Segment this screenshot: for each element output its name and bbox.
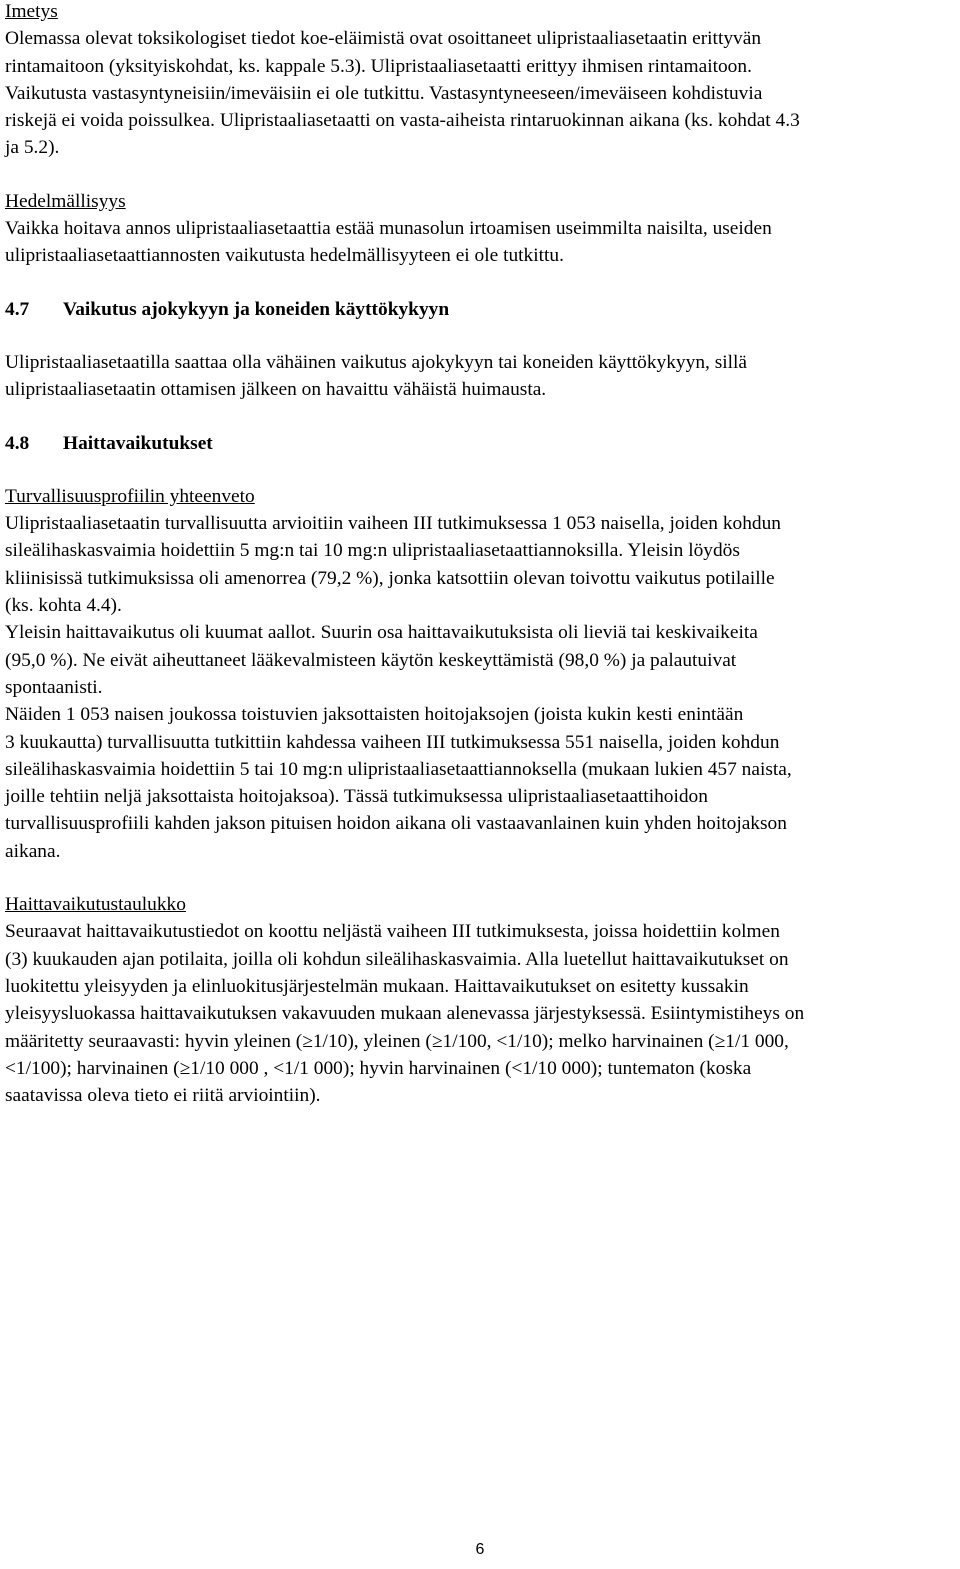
turvallisuusprofiili-line-4: (ks. kohta 4.4). bbox=[5, 595, 122, 617]
turvallisuusprofiili-line-6: (95,0 %). Ne eivät aiheuttaneet lääkevalmisteen käytön keskeyttämistä (98,0 %) ja palautuivat bbox=[5, 649, 737, 671]
hedelmallisyys-heading: Hedelmällisyys bbox=[5, 190, 126, 212]
imetys-section bbox=[5, 0, 955, 162]
turvallisuusprofiili-line-10: sileälihaskasvaimia hoidettiin 5 tai 10 mg:n ulipristaaliasetaattiannoksella (mukaan lukien 457 naista, bbox=[5, 758, 792, 780]
section-4-7-body bbox=[5, 349, 955, 404]
taulukko-section bbox=[5, 891, 955, 1109]
page-number: 6 bbox=[475, 1541, 485, 1558]
taulukko-line-1: Seuraavat haittavaikutustiedot on koottu neljästä vaiheen III tutkimuksesta, joissa hoidettiin kolmen bbox=[5, 921, 780, 943]
imetys-line-5: ja 5.2). bbox=[5, 137, 60, 159]
turvallisuusprofiili-line-1: Ulipristaaliasetaatin turvallisuutta arvioitiin vaiheen III tutkimuksessa 1 053 naisella, joiden kohdun bbox=[5, 513, 781, 535]
section-4-7-line-2: ulipristaaliasetaatin ottamisen jälkeen on havaittu vähäistä huimausta. bbox=[5, 379, 547, 401]
taulukko-line-3: luokitettu yleisyyden ja elinluokitusjärjestelmän mukaan. Haittavaikutukset on esitetty kussakin bbox=[5, 975, 749, 997]
turvallisuusprofiili-section bbox=[5, 483, 955, 865]
section-4-7-title: Vaikutus ajokykyyn ja koneiden käyttökykyyn bbox=[63, 298, 450, 320]
taulukko-line-6: <1/100); harvinainen (≥1/10 000 , <1/1 000); hyvin harvinainen (<1/10 000); tuntematon (koska bbox=[5, 1057, 752, 1079]
turvallisuusprofiili-line-9: 3 kuukautta) turvallisuutta tutkittiin kahdessa vaiheen III tutkimuksessa 551 naisella, joiden kohdun bbox=[5, 731, 780, 753]
hedelmallisyys-line-1: Vaikka hoitava annos ulipristaaliasetaattia estää munasolun irtoamisen useimmilta naisilta, useiden bbox=[5, 218, 772, 240]
document-page bbox=[5, 0, 955, 1109]
taulukko-line-4: yleisyysluokassa haittavaikutuksen vakavuuden mukaan alenevassa järjestyksessä. Esiintymistiheys on bbox=[5, 1003, 805, 1025]
turvallisuusprofiili-line-5: Yleisin haittavaikutus oli kuumat aallot. Suurin osa haittavaikutuksista oli lieviä tai keskivaikeita bbox=[5, 622, 758, 644]
turvallisuusprofiili-line-13: aikana. bbox=[5, 840, 61, 862]
taulukko-line-7: saatavissa oleva tieto ei riitä arviointiin). bbox=[5, 1085, 321, 1107]
hedelmallisyys-section bbox=[5, 188, 955, 270]
turvallisuusprofiili-line-12: turvallisuusprofiili kahden jakson pituisen hoidon aikana oli vastaavanlainen kuin yhden hoitojakson bbox=[5, 813, 787, 835]
imetys-line-2: rintamaitoon (yksityiskohdat, ks. kappale 5.3). Ulipristaaliasetaatti erittyy ihmisen rintamaitoon. bbox=[5, 55, 752, 77]
turvallisuusprofiili-line-2: sileälihaskasvaimia hoidettiin 5 mg:n tai 10 mg:n ulipristaaliasetaattiannoksilla. Yleisin löydös bbox=[5, 540, 740, 562]
turvallisuusprofiili-line-3: kliinisissä tutkimuksissa oli amenorrea (79,2 %), jonka katsottiin olevan toivottu vaikutus potilaille bbox=[5, 567, 775, 589]
taulukko-line-5: määritetty seuraavasti: hyvin yleinen (≥1/10), yleinen (≥1/100, <1/10); melko harvinainen (≥1/1 000, bbox=[5, 1030, 789, 1052]
hedelmallisyys-line-2: ulipristaaliasetaattiannosten vaikutusta hedelmällisyyteen ei ole tutkittu. bbox=[5, 245, 564, 267]
imetys-line-4: riskejä ei voida poissulkea. Ulipristaaliasetaatti on vasta-aiheista rintaruokinnan aikana (ks. kohdat 4.3 bbox=[5, 110, 800, 132]
imetys-line-3: Vaikutusta vastasyntyneisiin/imeväisiin ei ole tutkittu. Vastasyntyneeseen/imeväiseen kohdistuvia bbox=[5, 82, 763, 104]
section-4-8-number: 4.8 bbox=[5, 432, 30, 454]
taulukko-line-2: (3) kuukauden ajan potilaita, joilla oli kohdun sileälihaskasvaimia. Alla luetellut haittavaikutukset on bbox=[5, 948, 789, 970]
turvallisuusprofiili-line-8: Näiden 1 053 naisen joukossa toistuvien jaksottaisten hoitojaksojen (joista kukin kesti enintään bbox=[5, 704, 744, 726]
section-4-7-number: 4.7 bbox=[5, 298, 30, 320]
imetys-heading: Imetys bbox=[5, 1, 58, 22]
turvallisuusprofiili-line-7: spontaanisti. bbox=[5, 676, 103, 698]
section-4-8-heading bbox=[5, 430, 955, 457]
section-4-8-title: Haittavaikutukset bbox=[63, 432, 213, 454]
section-4-7-line-1: Ulipristaaliasetaatilla saattaa olla vähäinen vaikutus ajokykyyn tai koneiden käyttökykyyn, sillä bbox=[5, 351, 748, 373]
taulukko-heading: Haittavaikutustaulukko bbox=[5, 894, 186, 916]
turvallisuusprofiili-line-11: joille tehtiin neljä jaksottaista hoitojaksoa). Tässä tutkimuksessa ulipristaaliasetaattihoidon bbox=[5, 786, 708, 808]
imetys-line-1: Olemassa olevat toksikologiset tiedot koe-eläimistä ovat osoittaneet ulipristaaliasetaatin erittyvän bbox=[5, 28, 762, 50]
section-4-7-heading bbox=[5, 296, 955, 323]
turvallisuusprofiili-heading: Turvallisuusprofiilin yhteenveto bbox=[5, 485, 255, 507]
